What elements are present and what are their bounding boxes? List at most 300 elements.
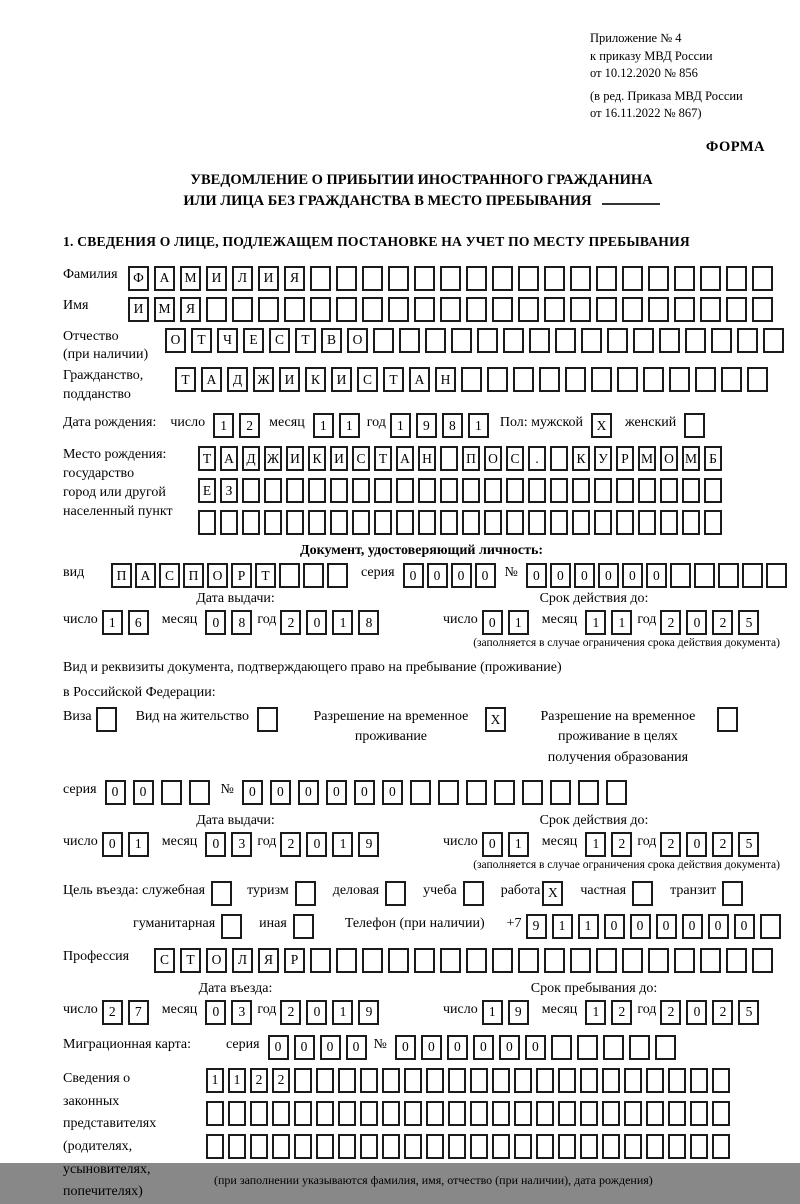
representative-cell[interactable]	[404, 1068, 422, 1093]
surname-cell[interactable]	[596, 266, 617, 291]
migration-number-cell[interactable]	[603, 1035, 624, 1060]
phone-cell[interactable]: 1	[552, 914, 573, 939]
citizenship-cell[interactable]: Н	[435, 367, 456, 392]
valid-year-cell[interactable]: 5	[738, 610, 759, 635]
valid-year-cell[interactable]: 2	[712, 610, 733, 635]
birth-place-cell[interactable]: Н	[418, 446, 436, 471]
profession-cell[interactable]	[700, 948, 721, 973]
valid-year-cell[interactable]: 0	[686, 832, 707, 857]
profession-cell[interactable]	[544, 948, 565, 973]
citizenship-cell[interactable]	[565, 367, 586, 392]
profession-cell[interactable]	[466, 948, 487, 973]
birth-year-cell[interactable]: 8	[442, 413, 463, 438]
first-name-cell[interactable]	[700, 297, 721, 322]
profession-cell[interactable]: С	[154, 948, 175, 973]
birth-place-cell[interactable]	[550, 510, 568, 535]
surname-cell[interactable]: И	[206, 266, 227, 291]
birth-month-cell[interactable]: 1	[313, 413, 334, 438]
citizenship-cell[interactable]: С	[357, 367, 378, 392]
valid-month-cell[interactable]: 2	[611, 832, 632, 857]
representative-cell[interactable]	[206, 1101, 224, 1126]
birth-place-cell[interactable]	[638, 478, 656, 503]
representative-cell[interactable]	[272, 1134, 290, 1159]
issue-year-cell[interactable]: 9	[358, 832, 379, 857]
stay-year-cell[interactable]: 2	[712, 1000, 733, 1025]
first-name-cell[interactable]	[570, 297, 591, 322]
migration-series-cell[interactable]: 0	[346, 1035, 367, 1060]
representative-cell[interactable]	[382, 1134, 400, 1159]
patronymic-cell[interactable]: В	[321, 328, 342, 353]
valid-year-cell[interactable]: 2	[660, 832, 681, 857]
issue-year-cell[interactable]: 8	[358, 610, 379, 635]
birth-year-cell[interactable]: 1	[468, 413, 489, 438]
representative-cell[interactable]	[338, 1101, 356, 1126]
citizenship-cell[interactable]	[747, 367, 768, 392]
representative-cell[interactable]	[580, 1068, 598, 1093]
representative-cell[interactable]	[514, 1134, 532, 1159]
representative-cell[interactable]	[668, 1101, 686, 1126]
representative-cell[interactable]	[690, 1134, 708, 1159]
issue-month-cell[interactable]: 0	[205, 832, 226, 857]
male-checkbox-cell[interactable]: X	[591, 413, 612, 438]
residence-number-cell[interactable]: 0	[382, 780, 403, 805]
representative-cell[interactable]	[426, 1101, 444, 1126]
representative-cell[interactable]	[580, 1101, 598, 1126]
representative-cell[interactable]	[514, 1101, 532, 1126]
residence-series-cell[interactable]: 0	[133, 780, 154, 805]
purpose-checkbox-cell[interactable]	[293, 914, 314, 939]
first-name-cell[interactable]	[206, 297, 227, 322]
birth-place-cell[interactable]	[616, 478, 634, 503]
birth-place-cell[interactable]	[286, 510, 304, 535]
phone-cell[interactable]: 0	[708, 914, 729, 939]
birth-place-cell[interactable]	[374, 478, 392, 503]
stay-year-cell[interactable]: 0	[686, 1000, 707, 1025]
representative-cell[interactable]	[470, 1101, 488, 1126]
profession-cell[interactable]	[752, 948, 773, 973]
first-name-cell[interactable]	[648, 297, 669, 322]
doc-number-cell[interactable]: 0	[646, 563, 667, 588]
representative-cell[interactable]	[470, 1134, 488, 1159]
profession-cell[interactable]	[648, 948, 669, 973]
entry-day-cell[interactable]: 2	[102, 1000, 123, 1025]
representative-cell[interactable]: 1	[228, 1068, 246, 1093]
profession-cell[interactable]	[726, 948, 747, 973]
issue-day-cell[interactable]: 1	[128, 832, 149, 857]
surname-cell[interactable]	[492, 266, 513, 291]
doc-kind-cell[interactable]	[303, 563, 324, 588]
representative-cell[interactable]	[404, 1101, 422, 1126]
citizenship-cell[interactable]	[695, 367, 716, 392]
issue-year-cell[interactable]: 0	[306, 832, 327, 857]
citizenship-cell[interactable]	[513, 367, 534, 392]
first-name-cell[interactable]	[258, 297, 279, 322]
migration-series-cell[interactable]: 0	[294, 1035, 315, 1060]
surname-cell[interactable]	[674, 266, 695, 291]
patronymic-cell[interactable]	[373, 328, 394, 353]
profession-cell[interactable]	[440, 948, 461, 973]
patronymic-cell[interactable]	[659, 328, 680, 353]
citizenship-cell[interactable]: Т	[175, 367, 196, 392]
representative-cell[interactable]	[250, 1134, 268, 1159]
valid-day-cell[interactable]: 0	[482, 610, 503, 635]
residence-number-cell[interactable]	[522, 780, 543, 805]
birth-place-cell[interactable]	[594, 510, 612, 535]
birth-place-cell[interactable]	[418, 478, 436, 503]
valid-month-cell[interactable]: 1	[585, 610, 606, 635]
birth-place-cell[interactable]: Т	[198, 446, 216, 471]
doc-number-cell[interactable]	[718, 563, 739, 588]
residence-number-cell[interactable]: 0	[270, 780, 291, 805]
doc-kind-cell[interactable]: П	[183, 563, 204, 588]
surname-cell[interactable]	[388, 266, 409, 291]
representative-cell[interactable]	[558, 1134, 576, 1159]
residence-number-cell[interactable]	[606, 780, 627, 805]
migration-series-cell[interactable]: 0	[268, 1035, 289, 1060]
first-name-cell[interactable]	[492, 297, 513, 322]
citizenship-cell[interactable]	[539, 367, 560, 392]
purpose-checkbox-cell[interactable]	[385, 881, 406, 906]
doc-kind-cell[interactable]: П	[111, 563, 132, 588]
doc-kind-cell[interactable]: С	[159, 563, 180, 588]
migration-number-cell[interactable]: 0	[421, 1035, 442, 1060]
representative-cell[interactable]	[404, 1134, 422, 1159]
patronymic-cell[interactable]: Т	[191, 328, 212, 353]
issue-month-cell[interactable]: 8	[231, 610, 252, 635]
profession-cell[interactable]: Я	[258, 948, 279, 973]
first-name-cell[interactable]	[414, 297, 435, 322]
birth-place-cell[interactable]	[704, 478, 722, 503]
representative-cell[interactable]	[448, 1068, 466, 1093]
birth-place-cell[interactable]	[352, 510, 370, 535]
phone-cell[interactable]	[760, 914, 781, 939]
citizenship-cell[interactable]	[487, 367, 508, 392]
patronymic-cell[interactable]	[477, 328, 498, 353]
birth-place-cell[interactable]	[550, 446, 568, 471]
profession-cell[interactable]	[336, 948, 357, 973]
representative-cell[interactable]	[206, 1134, 224, 1159]
birth-place-cell[interactable]: У	[594, 446, 612, 471]
birth-place-cell[interactable]	[440, 510, 458, 535]
patronymic-cell[interactable]	[685, 328, 706, 353]
surname-cell[interactable]: И	[258, 266, 279, 291]
valid-day-cell[interactable]: 1	[508, 832, 529, 857]
surname-cell[interactable]	[622, 266, 643, 291]
birth-place-cell[interactable]: Т	[374, 446, 392, 471]
birth-place-cell[interactable]: П	[462, 446, 480, 471]
birth-place-cell[interactable]	[572, 510, 590, 535]
citizenship-cell[interactable]	[591, 367, 612, 392]
doc-number-cell[interactable]	[670, 563, 691, 588]
birth-place-cell[interactable]	[528, 510, 546, 535]
birth-place-cell[interactable]	[704, 510, 722, 535]
first-name-cell[interactable]: И	[128, 297, 149, 322]
valid-day-cell[interactable]: 0	[482, 832, 503, 857]
birth-place-cell[interactable]	[220, 510, 238, 535]
birth-place-cell[interactable]: К	[572, 446, 590, 471]
surname-cell[interactable]: Я	[284, 266, 305, 291]
representative-cell[interactable]	[712, 1134, 730, 1159]
stay-day-cell[interactable]: 1	[482, 1000, 503, 1025]
surname-cell[interactable]	[700, 266, 721, 291]
representative-cell[interactable]	[360, 1101, 378, 1126]
doc-kind-cell[interactable]: О	[207, 563, 228, 588]
profession-cell[interactable]: Р	[284, 948, 305, 973]
representative-cell[interactable]	[536, 1134, 554, 1159]
representative-cell[interactable]	[558, 1101, 576, 1126]
birth-place-cell[interactable]	[484, 478, 502, 503]
profession-cell[interactable]	[492, 948, 513, 973]
first-name-cell[interactable]	[466, 297, 487, 322]
surname-cell[interactable]	[362, 266, 383, 291]
birth-place-cell[interactable]	[682, 510, 700, 535]
doc-series-cell[interactable]: 0	[475, 563, 496, 588]
representative-cell[interactable]	[690, 1068, 708, 1093]
patronymic-cell[interactable]: Ч	[217, 328, 238, 353]
residence-number-cell[interactable]	[438, 780, 459, 805]
birth-place-cell[interactable]	[528, 478, 546, 503]
representative-cell[interactable]: 1	[206, 1068, 224, 1093]
citizenship-cell[interactable]: Д	[227, 367, 248, 392]
first-name-cell[interactable]	[622, 297, 643, 322]
birth-place-cell[interactable]	[572, 478, 590, 503]
profession-cell[interactable]	[362, 948, 383, 973]
entry-year-cell[interactable]: 0	[306, 1000, 327, 1025]
surname-cell[interactable]	[414, 266, 435, 291]
residence-number-cell[interactable]: 0	[242, 780, 263, 805]
issue-day-cell[interactable]: 6	[128, 610, 149, 635]
birth-place-cell[interactable]	[352, 478, 370, 503]
surname-cell[interactable]	[752, 266, 773, 291]
temp-permit-checkbox-cell[interactable]: X	[485, 707, 506, 732]
entry-year-cell[interactable]: 9	[358, 1000, 379, 1025]
first-name-cell[interactable]	[310, 297, 331, 322]
birth-place-cell[interactable]: М	[638, 446, 656, 471]
birth-place-cell[interactable]	[440, 478, 458, 503]
doc-series-cell[interactable]: 0	[427, 563, 448, 588]
representative-cell[interactable]	[668, 1134, 686, 1159]
doc-number-cell[interactable]: 0	[598, 563, 619, 588]
profession-cell[interactable]: Т	[180, 948, 201, 973]
valid-year-cell[interactable]: 0	[686, 610, 707, 635]
representative-cell[interactable]	[646, 1101, 664, 1126]
valid-year-cell[interactable]: 5	[738, 832, 759, 857]
birth-place-cell[interactable]	[616, 510, 634, 535]
citizenship-cell[interactable]: Т	[383, 367, 404, 392]
representative-cell[interactable]	[426, 1068, 444, 1093]
representative-cell[interactable]	[250, 1101, 268, 1126]
birth-place-cell[interactable]	[550, 478, 568, 503]
first-name-cell[interactable]	[752, 297, 773, 322]
first-name-cell[interactable]	[336, 297, 357, 322]
stay-day-cell[interactable]: 9	[508, 1000, 529, 1025]
profession-cell[interactable]	[596, 948, 617, 973]
stay-month-cell[interactable]: 2	[611, 1000, 632, 1025]
representative-cell[interactable]	[360, 1134, 378, 1159]
birth-place-cell[interactable]	[330, 510, 348, 535]
birth-place-cell[interactable]: З	[220, 478, 238, 503]
purpose-checkbox-cell[interactable]	[722, 881, 743, 906]
residence-permit-checkbox-cell[interactable]	[257, 707, 278, 732]
patronymic-cell[interactable]	[529, 328, 550, 353]
first-name-cell[interactable]	[232, 297, 253, 322]
phone-cell[interactable]: 9	[526, 914, 547, 939]
patronymic-cell[interactable]: С	[269, 328, 290, 353]
representative-cell[interactable]	[316, 1134, 334, 1159]
representative-cell[interactable]	[228, 1101, 246, 1126]
patronymic-cell[interactable]	[633, 328, 654, 353]
surname-cell[interactable]: М	[180, 266, 201, 291]
representative-cell[interactable]	[580, 1134, 598, 1159]
birth-place-cell[interactable]: С	[506, 446, 524, 471]
issue-year-cell[interactable]: 0	[306, 610, 327, 635]
birth-place-cell[interactable]	[374, 510, 392, 535]
surname-cell[interactable]	[648, 266, 669, 291]
patronymic-cell[interactable]	[607, 328, 628, 353]
first-name-cell[interactable]	[440, 297, 461, 322]
birth-place-cell[interactable]	[330, 478, 348, 503]
citizenship-cell[interactable]: И	[331, 367, 352, 392]
citizenship-cell[interactable]: И	[279, 367, 300, 392]
surname-cell[interactable]	[336, 266, 357, 291]
residence-series-cell[interactable]	[161, 780, 182, 805]
phone-cell[interactable]: 1	[578, 914, 599, 939]
doc-number-cell[interactable]: 0	[526, 563, 547, 588]
birth-place-cell[interactable]: Е	[198, 478, 216, 503]
citizenship-cell[interactable]: К	[305, 367, 326, 392]
valid-year-cell[interactable]: 2	[712, 832, 733, 857]
residence-series-cell[interactable]	[189, 780, 210, 805]
doc-kind-cell[interactable]: Т	[255, 563, 276, 588]
patronymic-cell[interactable]	[399, 328, 420, 353]
profession-cell[interactable]	[518, 948, 539, 973]
valid-month-cell[interactable]: 1	[611, 610, 632, 635]
birth-place-cell[interactable]	[440, 446, 458, 471]
birth-place-cell[interactable]: Д	[242, 446, 260, 471]
valid-day-cell[interactable]: 1	[508, 610, 529, 635]
birth-place-cell[interactable]	[660, 478, 678, 503]
representative-cell[interactable]	[624, 1068, 642, 1093]
birth-place-cell[interactable]	[638, 510, 656, 535]
representative-cell[interactable]	[272, 1101, 290, 1126]
birth-place-cell[interactable]	[462, 478, 480, 503]
representative-cell[interactable]	[448, 1101, 466, 1126]
patronymic-cell[interactable]: Е	[243, 328, 264, 353]
issue-month-cell[interactable]: 0	[205, 610, 226, 635]
birth-place-cell[interactable]: М	[682, 446, 700, 471]
profession-cell[interactable]	[388, 948, 409, 973]
representative-cell[interactable]	[668, 1068, 686, 1093]
representative-cell[interactable]	[602, 1101, 620, 1126]
surname-cell[interactable]	[726, 266, 747, 291]
birth-year-cell[interactable]: 1	[390, 413, 411, 438]
citizenship-cell[interactable]	[461, 367, 482, 392]
issue-year-cell[interactable]: 1	[332, 610, 353, 635]
birth-place-cell[interactable]	[506, 510, 524, 535]
stay-year-cell[interactable]: 5	[738, 1000, 759, 1025]
surname-cell[interactable]: Ф	[128, 266, 149, 291]
representative-cell[interactable]	[624, 1101, 642, 1126]
birth-place-cell[interactable]: И	[330, 446, 348, 471]
patronymic-cell[interactable]	[763, 328, 784, 353]
residence-number-cell[interactable]: 0	[354, 780, 375, 805]
first-name-cell[interactable]	[596, 297, 617, 322]
migration-series-cell[interactable]: 0	[320, 1035, 341, 1060]
representative-cell[interactable]	[316, 1101, 334, 1126]
birth-year-cell[interactable]: 9	[416, 413, 437, 438]
representative-cell[interactable]	[712, 1068, 730, 1093]
entry-year-cell[interactable]: 2	[280, 1000, 301, 1025]
doc-number-cell[interactable]	[742, 563, 763, 588]
representative-cell[interactable]	[690, 1101, 708, 1126]
birth-place-cell[interactable]	[594, 478, 612, 503]
profession-cell[interactable]	[622, 948, 643, 973]
birth-place-cell[interactable]: Р	[616, 446, 634, 471]
purpose-checkbox-cell[interactable]	[632, 881, 653, 906]
doc-number-cell[interactable]: 0	[550, 563, 571, 588]
birth-place-cell[interactable]: А	[220, 446, 238, 471]
birth-place-cell[interactable]: Б	[704, 446, 722, 471]
birth-place-cell[interactable]: .	[528, 446, 546, 471]
stay-month-cell[interactable]: 1	[585, 1000, 606, 1025]
doc-number-cell[interactable]	[694, 563, 715, 588]
visa-checkbox-cell[interactable]	[96, 707, 117, 732]
birth-place-cell[interactable]	[242, 478, 260, 503]
representative-cell[interactable]	[338, 1068, 356, 1093]
surname-cell[interactable]	[440, 266, 461, 291]
profession-cell[interactable]: Л	[232, 948, 253, 973]
citizenship-cell[interactable]	[643, 367, 664, 392]
birth-place-cell[interactable]	[506, 478, 524, 503]
representative-cell[interactable]	[382, 1101, 400, 1126]
citizenship-cell[interactable]	[617, 367, 638, 392]
purpose-checkbox-cell[interactable]	[211, 881, 232, 906]
birth-place-cell[interactable]	[264, 510, 282, 535]
patronymic-cell[interactable]: О	[347, 328, 368, 353]
doc-kind-cell[interactable]	[279, 563, 300, 588]
doc-kind-cell[interactable]: А	[135, 563, 156, 588]
profession-cell[interactable]: О	[206, 948, 227, 973]
representative-cell[interactable]	[602, 1068, 620, 1093]
birth-place-cell[interactable]: К	[308, 446, 326, 471]
first-name-cell[interactable]: М	[154, 297, 175, 322]
residence-series-cell[interactable]: 0	[105, 780, 126, 805]
birth-place-cell[interactable]	[682, 478, 700, 503]
birth-place-cell[interactable]	[396, 478, 414, 503]
first-name-cell[interactable]	[674, 297, 695, 322]
representative-cell[interactable]	[558, 1068, 576, 1093]
first-name-cell[interactable]	[388, 297, 409, 322]
purpose-checkbox-cell[interactable]	[463, 881, 484, 906]
birth-place-cell[interactable]	[308, 478, 326, 503]
representative-cell[interactable]	[338, 1134, 356, 1159]
doc-number-cell[interactable]	[766, 563, 787, 588]
representative-cell[interactable]	[536, 1068, 554, 1093]
migration-number-cell[interactable]: 0	[525, 1035, 546, 1060]
entry-year-cell[interactable]: 1	[332, 1000, 353, 1025]
phone-cell[interactable]: 0	[630, 914, 651, 939]
patronymic-cell[interactable]	[451, 328, 472, 353]
representative-cell[interactable]	[492, 1134, 510, 1159]
birth-place-cell[interactable]	[242, 510, 260, 535]
birth-place-cell[interactable]	[660, 510, 678, 535]
citizenship-cell[interactable]: А	[201, 367, 222, 392]
birth-place-cell[interactable]: И	[286, 446, 304, 471]
first-name-cell[interactable]	[544, 297, 565, 322]
birth-month-cell[interactable]: 1	[339, 413, 360, 438]
representative-cell[interactable]	[646, 1068, 664, 1093]
patronymic-cell[interactable]	[555, 328, 576, 353]
